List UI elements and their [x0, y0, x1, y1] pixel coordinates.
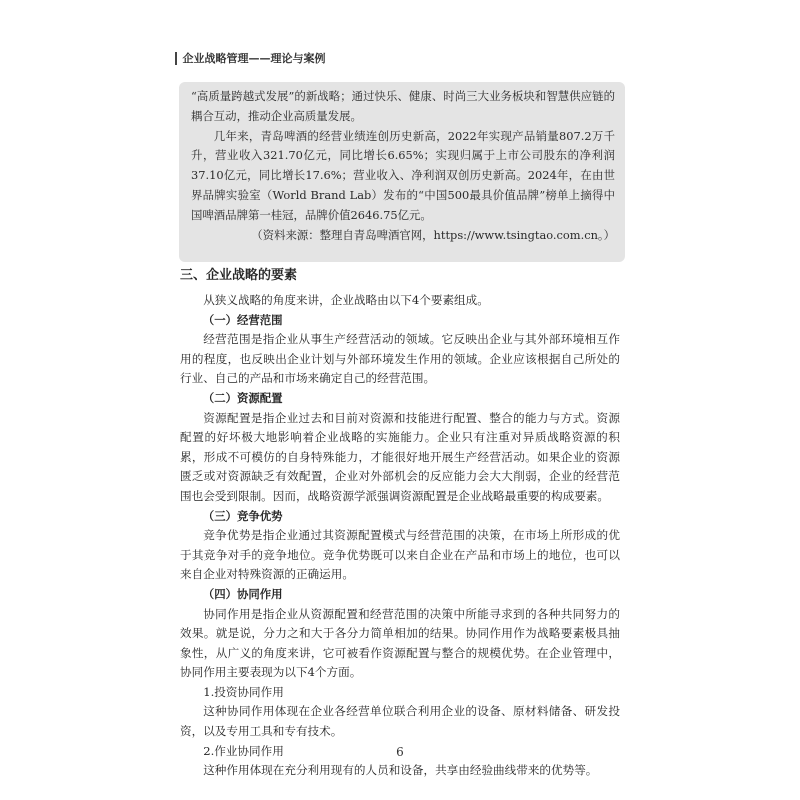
- item-title-investment: 1.投资协同作用: [203, 684, 284, 699]
- case-paragraph-1: “高质量跨越式发展”的新战略；通过快乐、健康、时尚三大业务板块和智慧供应链的耦合互动，推动企业高质量发展。: [191, 89, 615, 123]
- page-number: 6: [396, 745, 404, 759]
- subsection-body-scope: 经营范围是指企业从事生产经营活动的领域。它反映出企业与其外部环境相互作用的程度，也反映出企业计划与外部环境发生作用的领域。企业应该根据自己所处的行业、自己的产品和市场来确定自己的经营范围。: [180, 332, 620, 386]
- item-body-operation: 这种作用体现在充分利用现有的人员和设备，共享由经验曲线带来的优势等。: [203, 763, 598, 778]
- subsection-title-resources: （二）资源配置: [202, 390, 283, 405]
- subsection-title-scope: （一）经营范围: [202, 312, 283, 327]
- running-header: [175, 50, 326, 66]
- case-paragraph-2: 几年来，青岛啤酒的经营业绩连创历史新高，2022年实现产品销量807.2万千升，营业收入321.70亿元，同比增长6.65%；实现归属于上市公司股东的净利润37.10亿元，同比增长17.6%；营业收入、净利润双创历史新高。2024年，在由世界品牌实验室（World Brand Lab）发布的“中国500最具价值品牌”榜单上摘得中国啤酒品牌第一桂冠，品牌价值2646.75亿元。: [191, 128, 615, 222]
- header-rule: [175, 52, 177, 65]
- main-content: [180, 235, 620, 781]
- section-title: 三、企业战略的要素: [180, 268, 298, 283]
- subsection-body-resources: 资源配置是指企业过去和目前对资源和技能进行配置、整合的能力与方式。资源配置的好坏极大地影响着企业战略的实施能力。企业只有注重对异质战略资源的积累，形成不可模仿的自身特殊能力，才能很好地开展生产经营活动。如果企业的资源匮乏或对资源缺乏有效配置，企业对外部机会的反应能力会大大削弱，企业的经营范围也会受到限制。因而，战略资源学派强调资源配置是企业战略最重要的构成要素。: [180, 410, 620, 503]
- subsection-body-advantage: 竞争优势是指企业通过其资源配置模式与经营范围的决策，在市场上所形成的优于其竞争对手的竞争地位。竞争优势既可以来自企业在产品和市场上的地位，也可以来自企业对特殊资源的正确运用。: [180, 528, 620, 582]
- subsection-body-synergy: 协同作用是指企业从资源配置和经营范围的决策中所能寻求到的各种共同努力的效果。就是说，分力之和大于各分力简单相加的结果。协同作用作为战略要素极具抽象性，从广义的角度来讲，它可被看作资源配置与整合的规模优势。在企业管理中，协同作用主要表现为以下4个方面。: [180, 606, 620, 680]
- subsection-title-advantage: （三）竞争优势: [202, 508, 283, 523]
- case-source-note: （资料来源：整理自青岛啤酒官网，https://www.tsingtao.com.cn。）: [251, 227, 615, 242]
- item-title-operation: 2.作业协同作用: [203, 743, 284, 758]
- section-intro: 从狭义战略的角度来讲，企业战略由以下4个要素组成。: [203, 293, 489, 307]
- item-body-investment: 这种协同作用体现在企业各经营单位联合利用企业的设备、原材料储备、研发投资，以及专用工具和专有技术。: [180, 704, 620, 739]
- running-title: 企业战略管理——理论与案例: [182, 52, 326, 65]
- subsection-title-synergy: （四）协同作用: [202, 586, 283, 601]
